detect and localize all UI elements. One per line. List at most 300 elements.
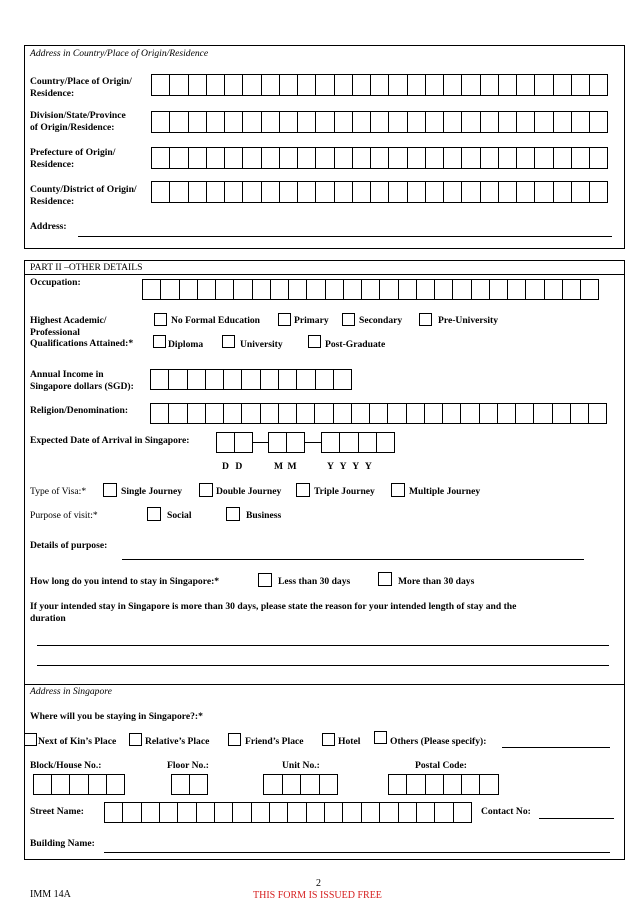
- char-box[interactable]: [235, 432, 253, 453]
- char-box[interactable]: [262, 181, 280, 203]
- char-box[interactable]: [225, 74, 243, 96]
- char-box[interactable]: [490, 279, 508, 300]
- char-box[interactable]: [262, 147, 280, 169]
- char-box[interactable]: [198, 279, 216, 300]
- char-box[interactable]: [152, 74, 170, 96]
- char-box[interactable]: [142, 802, 160, 823]
- char-box[interactable]: [169, 403, 187, 424]
- char-box[interactable]: [225, 147, 243, 169]
- char-box[interactable]: [224, 369, 242, 390]
- occupation-input[interactable]: [142, 279, 599, 300]
- char-box[interactable]: [499, 74, 517, 96]
- char-box[interactable]: [535, 74, 553, 96]
- char-box[interactable]: [426, 111, 444, 133]
- char-box[interactable]: [417, 802, 435, 823]
- division-input[interactable]: [151, 111, 608, 133]
- char-box[interactable]: [353, 181, 371, 203]
- char-box[interactable]: [280, 181, 298, 203]
- char-box[interactable]: [444, 147, 462, 169]
- char-box[interactable]: [271, 279, 289, 300]
- visa-double-checkbox[interactable]: [199, 483, 213, 497]
- char-box[interactable]: [315, 403, 333, 424]
- char-box[interactable]: [322, 432, 340, 453]
- char-box[interactable]: [262, 111, 280, 133]
- char-box[interactable]: [207, 74, 225, 96]
- stay-label: How long do you intend to stay in Singapore:*: [30, 576, 220, 587]
- date-separator: [304, 442, 321, 443]
- country-label: Country/Place of Origin/ Residence:: [30, 76, 132, 99]
- char-box[interactable]: [517, 111, 535, 133]
- char-box[interactable]: [571, 403, 589, 424]
- qual-primary-checkbox[interactable]: [278, 313, 291, 326]
- char-box[interactable]: [388, 403, 406, 424]
- char-box[interactable]: [481, 147, 499, 169]
- char-box[interactable]: [425, 403, 443, 424]
- visa-double-label: Double Journey: [216, 486, 282, 497]
- char-box[interactable]: [151, 403, 169, 424]
- char-box[interactable]: [89, 774, 107, 795]
- free-form-notice: THIS FORM IS ISSUED FREE: [253, 890, 382, 901]
- char-box[interactable]: [152, 147, 170, 169]
- char-box[interactable]: [280, 74, 298, 96]
- char-box[interactable]: [170, 111, 188, 133]
- char-box[interactable]: [444, 111, 462, 133]
- char-box[interactable]: [316, 147, 334, 169]
- purpose-social-label: Social: [167, 510, 192, 521]
- stay-relative-checkbox[interactable]: [129, 733, 142, 746]
- part2-title: PART II –OTHER DETAILS: [30, 262, 143, 273]
- page-number: 2: [316, 878, 321, 889]
- char-box[interactable]: [325, 802, 343, 823]
- char-box[interactable]: [289, 279, 307, 300]
- char-box[interactable]: [188, 369, 206, 390]
- char-box[interactable]: [590, 147, 608, 169]
- char-box[interactable]: [207, 181, 225, 203]
- char-box[interactable]: [189, 181, 207, 203]
- postal-label: Postal Code:: [415, 760, 467, 771]
- char-box[interactable]: [371, 181, 389, 203]
- char-box[interactable]: [298, 111, 316, 133]
- char-box[interactable]: [371, 74, 389, 96]
- char-box[interactable]: [371, 147, 389, 169]
- char-box[interactable]: [426, 147, 444, 169]
- char-box[interactable]: [243, 181, 261, 203]
- char-box[interactable]: [453, 279, 471, 300]
- arrival-year-input[interactable]: [321, 432, 395, 453]
- char-box[interactable]: [283, 774, 302, 795]
- char-box[interactable]: [217, 432, 235, 453]
- char-box[interactable]: [316, 181, 334, 203]
- sg-address-divider: [24, 684, 625, 685]
- details-input[interactable]: [122, 559, 584, 560]
- unit-input[interactable]: [263, 774, 338, 795]
- char-box[interactable]: [517, 74, 535, 96]
- char-box[interactable]: [242, 403, 260, 424]
- char-box[interactable]: [334, 403, 352, 424]
- visa-single-checkbox[interactable]: [103, 483, 117, 497]
- stay-kin-checkbox[interactable]: [24, 733, 37, 746]
- purpose-business-label: Business: [246, 510, 282, 521]
- sg-section-title: Address in Singapore: [30, 686, 112, 697]
- char-box[interactable]: [252, 802, 270, 823]
- char-box[interactable]: [352, 403, 370, 424]
- arrival-day-input[interactable]: [216, 432, 253, 453]
- char-box[interactable]: [417, 279, 435, 300]
- details-label: Details of purpose:: [30, 540, 108, 551]
- char-box[interactable]: [353, 74, 371, 96]
- char-box[interactable]: [353, 147, 371, 169]
- char-box[interactable]: [70, 774, 88, 795]
- char-box[interactable]: [216, 279, 234, 300]
- char-box[interactable]: [307, 802, 325, 823]
- char-box[interactable]: [399, 802, 417, 823]
- char-box[interactable]: [407, 774, 425, 795]
- income-label: Annual Income in Singapore dollars (SGD):: [30, 369, 134, 392]
- char-box[interactable]: [243, 111, 261, 133]
- char-box[interactable]: [408, 111, 426, 133]
- qual-university-label: University: [240, 339, 283, 350]
- qual-preuniversity-label: Pre-University: [438, 315, 499, 326]
- qual-diploma-label: Diploma: [168, 339, 204, 350]
- char-box[interactable]: [170, 147, 188, 169]
- char-box[interactable]: [581, 279, 599, 300]
- char-box[interactable]: [161, 279, 179, 300]
- visa-triple-checkbox[interactable]: [296, 483, 310, 497]
- visa-triple-label: Triple Journey: [314, 486, 375, 497]
- char-box[interactable]: [261, 403, 279, 424]
- char-box[interactable]: [298, 147, 316, 169]
- prefecture-input[interactable]: [151, 147, 608, 169]
- purpose-label: Purpose of visit:*: [30, 510, 98, 521]
- origin-address-input[interactable]: [78, 236, 612, 237]
- char-box[interactable]: [334, 369, 352, 390]
- char-box[interactable]: [215, 802, 233, 823]
- char-box[interactable]: [590, 111, 608, 133]
- block-label: Block/House No.:: [30, 760, 102, 771]
- char-box[interactable]: [279, 403, 297, 424]
- char-box[interactable]: [408, 181, 426, 203]
- char-box[interactable]: [435, 279, 453, 300]
- char-box[interactable]: [307, 279, 325, 300]
- qual-postgraduate-label: Post-Graduate: [325, 339, 386, 350]
- income-input[interactable]: [150, 369, 352, 390]
- stay-more-checkbox[interactable]: [378, 572, 392, 586]
- char-box[interactable]: [534, 403, 552, 424]
- arrival-month-input[interactable]: [268, 432, 305, 453]
- char-box[interactable]: [189, 111, 207, 133]
- part2-section: [24, 260, 625, 860]
- char-box[interactable]: [526, 279, 544, 300]
- char-box[interactable]: [152, 181, 170, 203]
- char-box[interactable]: [253, 279, 271, 300]
- char-box[interactable]: [143, 279, 161, 300]
- char-box[interactable]: [554, 147, 572, 169]
- origin-address-label: Address:: [30, 221, 67, 232]
- char-box[interactable]: [572, 181, 590, 203]
- char-box[interactable]: [262, 74, 280, 96]
- char-box[interactable]: [243, 147, 261, 169]
- char-box[interactable]: [261, 369, 279, 390]
- char-box[interactable]: [301, 774, 320, 795]
- stay-kin-label: Next of Kin’s Place: [38, 736, 117, 747]
- char-box[interactable]: [462, 181, 480, 203]
- street-label: Street Name:: [30, 806, 84, 817]
- qual-no-formal-checkbox[interactable]: [154, 313, 167, 326]
- char-box[interactable]: [481, 181, 499, 203]
- char-box[interactable]: [435, 802, 453, 823]
- stay-less-checkbox[interactable]: [258, 573, 272, 587]
- char-box[interactable]: [498, 403, 516, 424]
- char-box[interactable]: [472, 279, 490, 300]
- char-box[interactable]: [407, 403, 425, 424]
- char-box[interactable]: [370, 403, 388, 424]
- char-box[interactable]: [480, 403, 498, 424]
- char-box[interactable]: [288, 802, 306, 823]
- char-box[interactable]: [233, 802, 251, 823]
- char-box[interactable]: [517, 147, 535, 169]
- char-box[interactable]: [225, 111, 243, 133]
- qual-postgraduate-checkbox[interactable]: [308, 335, 321, 348]
- char-box[interactable]: [516, 403, 534, 424]
- char-box[interactable]: [280, 147, 298, 169]
- purpose-social-checkbox[interactable]: [147, 507, 161, 521]
- char-box[interactable]: [264, 774, 283, 795]
- char-box[interactable]: [499, 147, 517, 169]
- prefecture-label: Prefecture of Origin/ Residence:: [30, 147, 116, 170]
- char-box[interactable]: [389, 74, 407, 96]
- qual-no-formal-label: No Formal Education: [171, 315, 261, 326]
- others-specify-input[interactable]: [502, 747, 610, 748]
- char-box[interactable]: [443, 403, 461, 424]
- char-box[interactable]: [169, 369, 187, 390]
- stay-others-label: Others (Please specify):: [390, 736, 487, 747]
- char-box[interactable]: [535, 111, 553, 133]
- char-box[interactable]: [389, 181, 407, 203]
- visa-single-label: Single Journey: [121, 486, 183, 497]
- qualification-label: Highest Academic/ Professional Qualifications Attained:*: [30, 315, 134, 349]
- char-box[interactable]: [426, 774, 444, 795]
- char-box[interactable]: [326, 279, 344, 300]
- char-box[interactable]: [408, 74, 426, 96]
- stay-hotel-checkbox[interactable]: [322, 733, 335, 746]
- char-box[interactable]: [107, 774, 125, 795]
- char-box[interactable]: [454, 802, 472, 823]
- char-box[interactable]: [426, 181, 444, 203]
- char-box[interactable]: [499, 181, 517, 203]
- char-box[interactable]: [152, 111, 170, 133]
- char-box[interactable]: [170, 74, 188, 96]
- char-box[interactable]: [279, 369, 297, 390]
- qual-university-checkbox[interactable]: [222, 335, 235, 348]
- char-box[interactable]: [572, 147, 590, 169]
- char-box[interactable]: [371, 111, 389, 133]
- char-box[interactable]: [188, 403, 206, 424]
- char-box[interactable]: [554, 181, 572, 203]
- char-box[interactable]: [243, 74, 261, 96]
- char-box[interactable]: [380, 802, 398, 823]
- char-box[interactable]: [380, 279, 398, 300]
- char-box[interactable]: [335, 147, 353, 169]
- date-year-hint: Y Y Y Y: [327, 461, 372, 472]
- division-label: Division/State/Province of Origin/Residence:: [30, 110, 126, 133]
- qual-secondary-label: Secondary: [359, 315, 403, 326]
- char-box[interactable]: [34, 774, 52, 795]
- char-box[interactable]: [316, 111, 334, 133]
- street-input[interactable]: [104, 802, 472, 823]
- char-box[interactable]: [499, 111, 517, 133]
- char-box[interactable]: [444, 774, 462, 795]
- char-box[interactable]: [589, 403, 607, 424]
- floor-input[interactable]: [171, 774, 208, 795]
- char-box[interactable]: [590, 74, 608, 96]
- country-input[interactable]: [151, 74, 608, 96]
- char-box[interactable]: [481, 74, 499, 96]
- char-box[interactable]: [389, 111, 407, 133]
- form-code: IMM 14A: [30, 889, 71, 900]
- char-box[interactable]: [462, 111, 480, 133]
- char-box[interactable]: [572, 111, 590, 133]
- char-box[interactable]: [572, 74, 590, 96]
- char-box[interactable]: [480, 774, 498, 795]
- char-box[interactable]: [207, 147, 225, 169]
- qual-diploma-checkbox[interactable]: [153, 335, 166, 348]
- char-box[interactable]: [320, 774, 339, 795]
- char-box[interactable]: [206, 403, 224, 424]
- char-box[interactable]: [105, 802, 123, 823]
- char-box[interactable]: [359, 432, 377, 453]
- char-box[interactable]: [362, 802, 380, 823]
- char-box[interactable]: [545, 279, 563, 300]
- char-box[interactable]: [297, 403, 315, 424]
- char-box[interactable]: [377, 432, 395, 453]
- char-box[interactable]: [269, 432, 287, 453]
- char-box[interactable]: [517, 181, 535, 203]
- visa-multiple-checkbox[interactable]: [391, 483, 405, 497]
- qual-preuniversity-checkbox[interactable]: [419, 313, 432, 326]
- char-box[interactable]: [535, 181, 553, 203]
- date-day-hint: D D: [222, 461, 243, 472]
- char-box[interactable]: [590, 181, 608, 203]
- char-box[interactable]: [160, 802, 178, 823]
- char-box[interactable]: [462, 147, 480, 169]
- purpose-business-checkbox[interactable]: [226, 507, 240, 521]
- date-separator: [252, 442, 268, 443]
- unit-label: Unit No.:: [282, 760, 320, 771]
- char-box[interactable]: [189, 74, 207, 96]
- char-box[interactable]: [190, 774, 208, 795]
- char-box[interactable]: [344, 279, 362, 300]
- char-box[interactable]: [180, 279, 198, 300]
- char-box[interactable]: [461, 403, 479, 424]
- char-box[interactable]: [563, 279, 581, 300]
- char-box[interactable]: [206, 369, 224, 390]
- char-box[interactable]: [335, 74, 353, 96]
- char-box[interactable]: [224, 403, 242, 424]
- stay-more-label: More than 30 days: [398, 576, 475, 587]
- stay-reason-input-line-1[interactable]: [37, 645, 609, 646]
- char-box[interactable]: [197, 802, 215, 823]
- char-box[interactable]: [508, 279, 526, 300]
- char-box[interactable]: [123, 802, 141, 823]
- where-label: Where will you be staying in Singapore?:*: [30, 711, 203, 722]
- char-box[interactable]: [242, 369, 260, 390]
- char-box[interactable]: [170, 181, 188, 203]
- char-box[interactable]: [207, 111, 225, 133]
- char-box[interactable]: [362, 279, 380, 300]
- stay-reason-input-line-2[interactable]: [37, 665, 609, 666]
- county-label: County/District of Origin/ Residence:: [30, 184, 137, 207]
- contact-input[interactable]: [539, 818, 614, 819]
- qual-secondary-checkbox[interactable]: [342, 313, 355, 326]
- char-box[interactable]: [462, 774, 480, 795]
- stay-friend-checkbox[interactable]: [228, 733, 241, 746]
- char-box[interactable]: [340, 432, 358, 453]
- char-box[interactable]: [343, 802, 361, 823]
- char-box[interactable]: [444, 74, 462, 96]
- char-box[interactable]: [178, 802, 196, 823]
- char-box[interactable]: [335, 181, 353, 203]
- occupation-label: Occupation:: [30, 277, 81, 288]
- char-box[interactable]: [151, 369, 169, 390]
- char-box[interactable]: [389, 147, 407, 169]
- visa-label: Type of Visa:*: [30, 486, 87, 497]
- char-box[interactable]: [287, 432, 305, 453]
- building-input[interactable]: [104, 852, 610, 853]
- char-box[interactable]: [554, 111, 572, 133]
- char-box[interactable]: [298, 74, 316, 96]
- stay-less-label: Less than 30 days: [278, 576, 351, 587]
- char-box[interactable]: [270, 802, 288, 823]
- stay-hotel-label: Hotel: [338, 736, 361, 747]
- county-input[interactable]: [151, 181, 608, 203]
- postal-input[interactable]: [388, 774, 499, 795]
- char-box[interactable]: [316, 74, 334, 96]
- char-box[interactable]: [234, 279, 252, 300]
- char-box[interactable]: [52, 774, 70, 795]
- char-box[interactable]: [335, 111, 353, 133]
- char-box[interactable]: [399, 279, 417, 300]
- char-box[interactable]: [280, 111, 298, 133]
- char-box[interactable]: [481, 111, 499, 133]
- char-box[interactable]: [189, 147, 207, 169]
- char-box[interactable]: [462, 74, 480, 96]
- floor-label: Floor No.:: [167, 760, 209, 771]
- char-box[interactable]: [297, 369, 315, 390]
- religion-label: Religion/Denomination:: [30, 405, 129, 416]
- arrival-label: Expected Date of Arrival in Singapore:: [30, 435, 190, 446]
- char-box[interactable]: [172, 774, 190, 795]
- char-box[interactable]: [298, 181, 316, 203]
- stay-reason-instructions: If your intended stay in Singapore is more than 30 days, please state the reason for your intended length of stay and the duration: [30, 601, 517, 624]
- stay-relative-label: Relative’s Place: [145, 736, 210, 747]
- char-box[interactable]: [426, 74, 444, 96]
- block-input[interactable]: [33, 774, 125, 795]
- stay-friend-label: Friend’s Place: [245, 736, 304, 747]
- contact-label: Contact No:: [481, 806, 531, 817]
- char-box[interactable]: [444, 181, 462, 203]
- visa-multiple-label: Multiple Journey: [409, 486, 481, 497]
- religion-input[interactable]: [150, 403, 607, 424]
- char-box[interactable]: [535, 147, 553, 169]
- char-box[interactable]: [408, 147, 426, 169]
- char-box[interactable]: [553, 403, 571, 424]
- char-box[interactable]: [353, 111, 371, 133]
- char-box[interactable]: [554, 74, 572, 96]
- char-box[interactable]: [225, 181, 243, 203]
- char-box[interactable]: [316, 369, 334, 390]
- stay-others-checkbox[interactable]: [374, 731, 387, 744]
- char-box[interactable]: [389, 774, 407, 795]
